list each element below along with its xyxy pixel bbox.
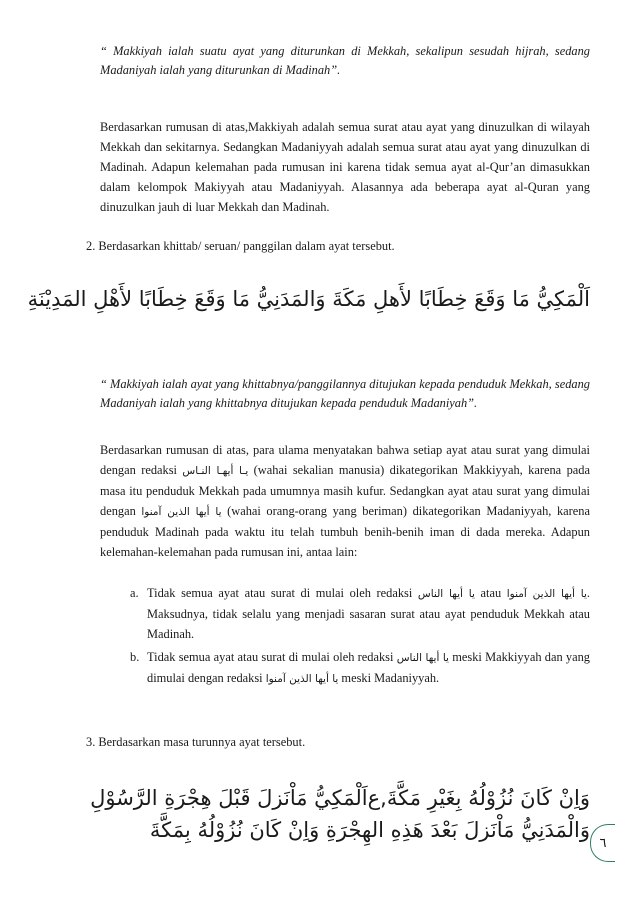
heading-section-3: 3. Berdasarkan masa turunnya ayat tersebut. xyxy=(86,735,306,749)
quote-khittab-definition: “ Makkiyah ialah ayat yang khittabnya/panggilannya ditujukan kepada penduduk Mekkah, sedang Madaniyah ialah yang khittabnya ditujukan kepada penduduk Madaniyah”. xyxy=(100,377,590,410)
arabic-inline-ya-ayyuha-alladzina: يا أيها الذين آمنوا xyxy=(141,506,222,518)
list-item-letter: b. xyxy=(130,650,140,664)
list-item-a xyxy=(130,583,590,644)
list-item-text: Tidak semua ayat atau surat di mulai oleh redaksi xyxy=(147,650,397,664)
paragraph-first-formulation: Berdasarkan rumusan di atas,Makkiyah adalah semua surat atau ayat yang dinuzulkan di wilayah Mekkah dan sekitarnya. Sedangkan Madaniyyah adalah semua surat atau ayat yang dinuzulkan di Madinah. Adapun kelemahan pada rumusan ini karena tidak semua ayat al-Qur’an dimasukkan dalam kelompok Makiyyah atau Madaniyyah. Alasannya ada beberapa ayat al-Quran yang dinuzulkan jauh di luar Mekkah dan Madinah. xyxy=(100,120,590,214)
para-2-part-2: (wahai sekalian manusia) dikategorikan Makkiyyah, karena pada masa itu penduduk Mekkah pada umumnya masih kufur. Sedangkan ayat atau surat yang dimulai dengan xyxy=(100,463,590,518)
arabic-inline-ya-ayyuha-alladzina: يا أيها الذين آمنوا xyxy=(265,673,339,685)
arabic-definition-khittab: اَلْمَكِيُّ مَا وَقَعَ خِطَابًا لأَهلِ مَكَةَ وَالمَدَنِيُّ مَا وَقَعَ خِطَابًا لأَهْلِ المَدِيْنَةِ xyxy=(27,287,590,311)
para-2-part-3: (wahai orang-orang yang beriman) dikategorikan Madaniyyah, karena penduduk Madinah pada waktu itu telah tumbuh benih-benih iman di dada mereka. Adapun kelemahan-kelemahan pada rumusan ini, antaa lain: xyxy=(100,504,590,559)
list-item-text: Tidak semua ayat atau surat di mulai oleh redaksi xyxy=(147,586,418,600)
arabic-inline-ya-ayyuha-alladzina: يا أيها الذين آمنوا xyxy=(506,588,587,600)
arabic-inline-ya-ayyuha-annas: يا أيها الناس xyxy=(396,652,449,664)
page-number-badge xyxy=(590,824,615,862)
paragraph-second-formulation xyxy=(100,440,590,562)
list-item-b xyxy=(130,647,590,689)
arabic-inline-ya-ayyuha-annas: يـا أيهـا النـاس xyxy=(182,465,249,477)
list-item-text: atau xyxy=(474,586,507,600)
list-item-letter: a. xyxy=(130,586,139,600)
list-item-text: . Maksudnya, tidak selalu yang menjadi sasaran surat atau ayat penduduk Mekkah atau Madinah. xyxy=(147,586,591,641)
quote-makkiyah-definition: “ Makkiyah ialah suatu ayat yang diturunkan di Mekkah, sekalipun sesudah hijrah, sedang Madaniyah ialah yang diturunkan di Madinah”. xyxy=(100,44,590,77)
list-item-text: meski Makkiyyah dan yang dimulai dengan redaksi xyxy=(147,650,590,685)
page-number: ٦ xyxy=(599,835,607,851)
arabic-definition-time-line-2: وَالْمَدَنِيُّ مَاْنَزلَ بَعْدَ هَذِهِ الهِجْرَةِ وَاِنْ كَانَ نُزُوْلُهُ بِمَكَّةَ xyxy=(149,818,590,842)
arabic-definition-time-line-1: وَاِنْ كَانَ نُزُوْلُهُ بِغَيْرِ مَكَّةَ,ﻉاَلْمَكِيُّ مَاْنَزلَ قَبْلَ هِجْرَةِ الرَّسُوْلِ xyxy=(90,786,590,810)
arabic-inline-ya-ayyuha-annas: يا أيها الناس xyxy=(417,588,475,600)
list-item-text: meski Madaniyyah. xyxy=(338,671,440,685)
heading-section-2: 2. Berdasarkan khittab/ seruan/ panggilan dalam ayat tersebut. xyxy=(86,239,395,253)
para-2-part-1: Berdasarkan rumusan di atas, para ulama menyatakan bahwa setiap ayat atau surat yang dimulai dengan redaksi xyxy=(100,443,590,477)
